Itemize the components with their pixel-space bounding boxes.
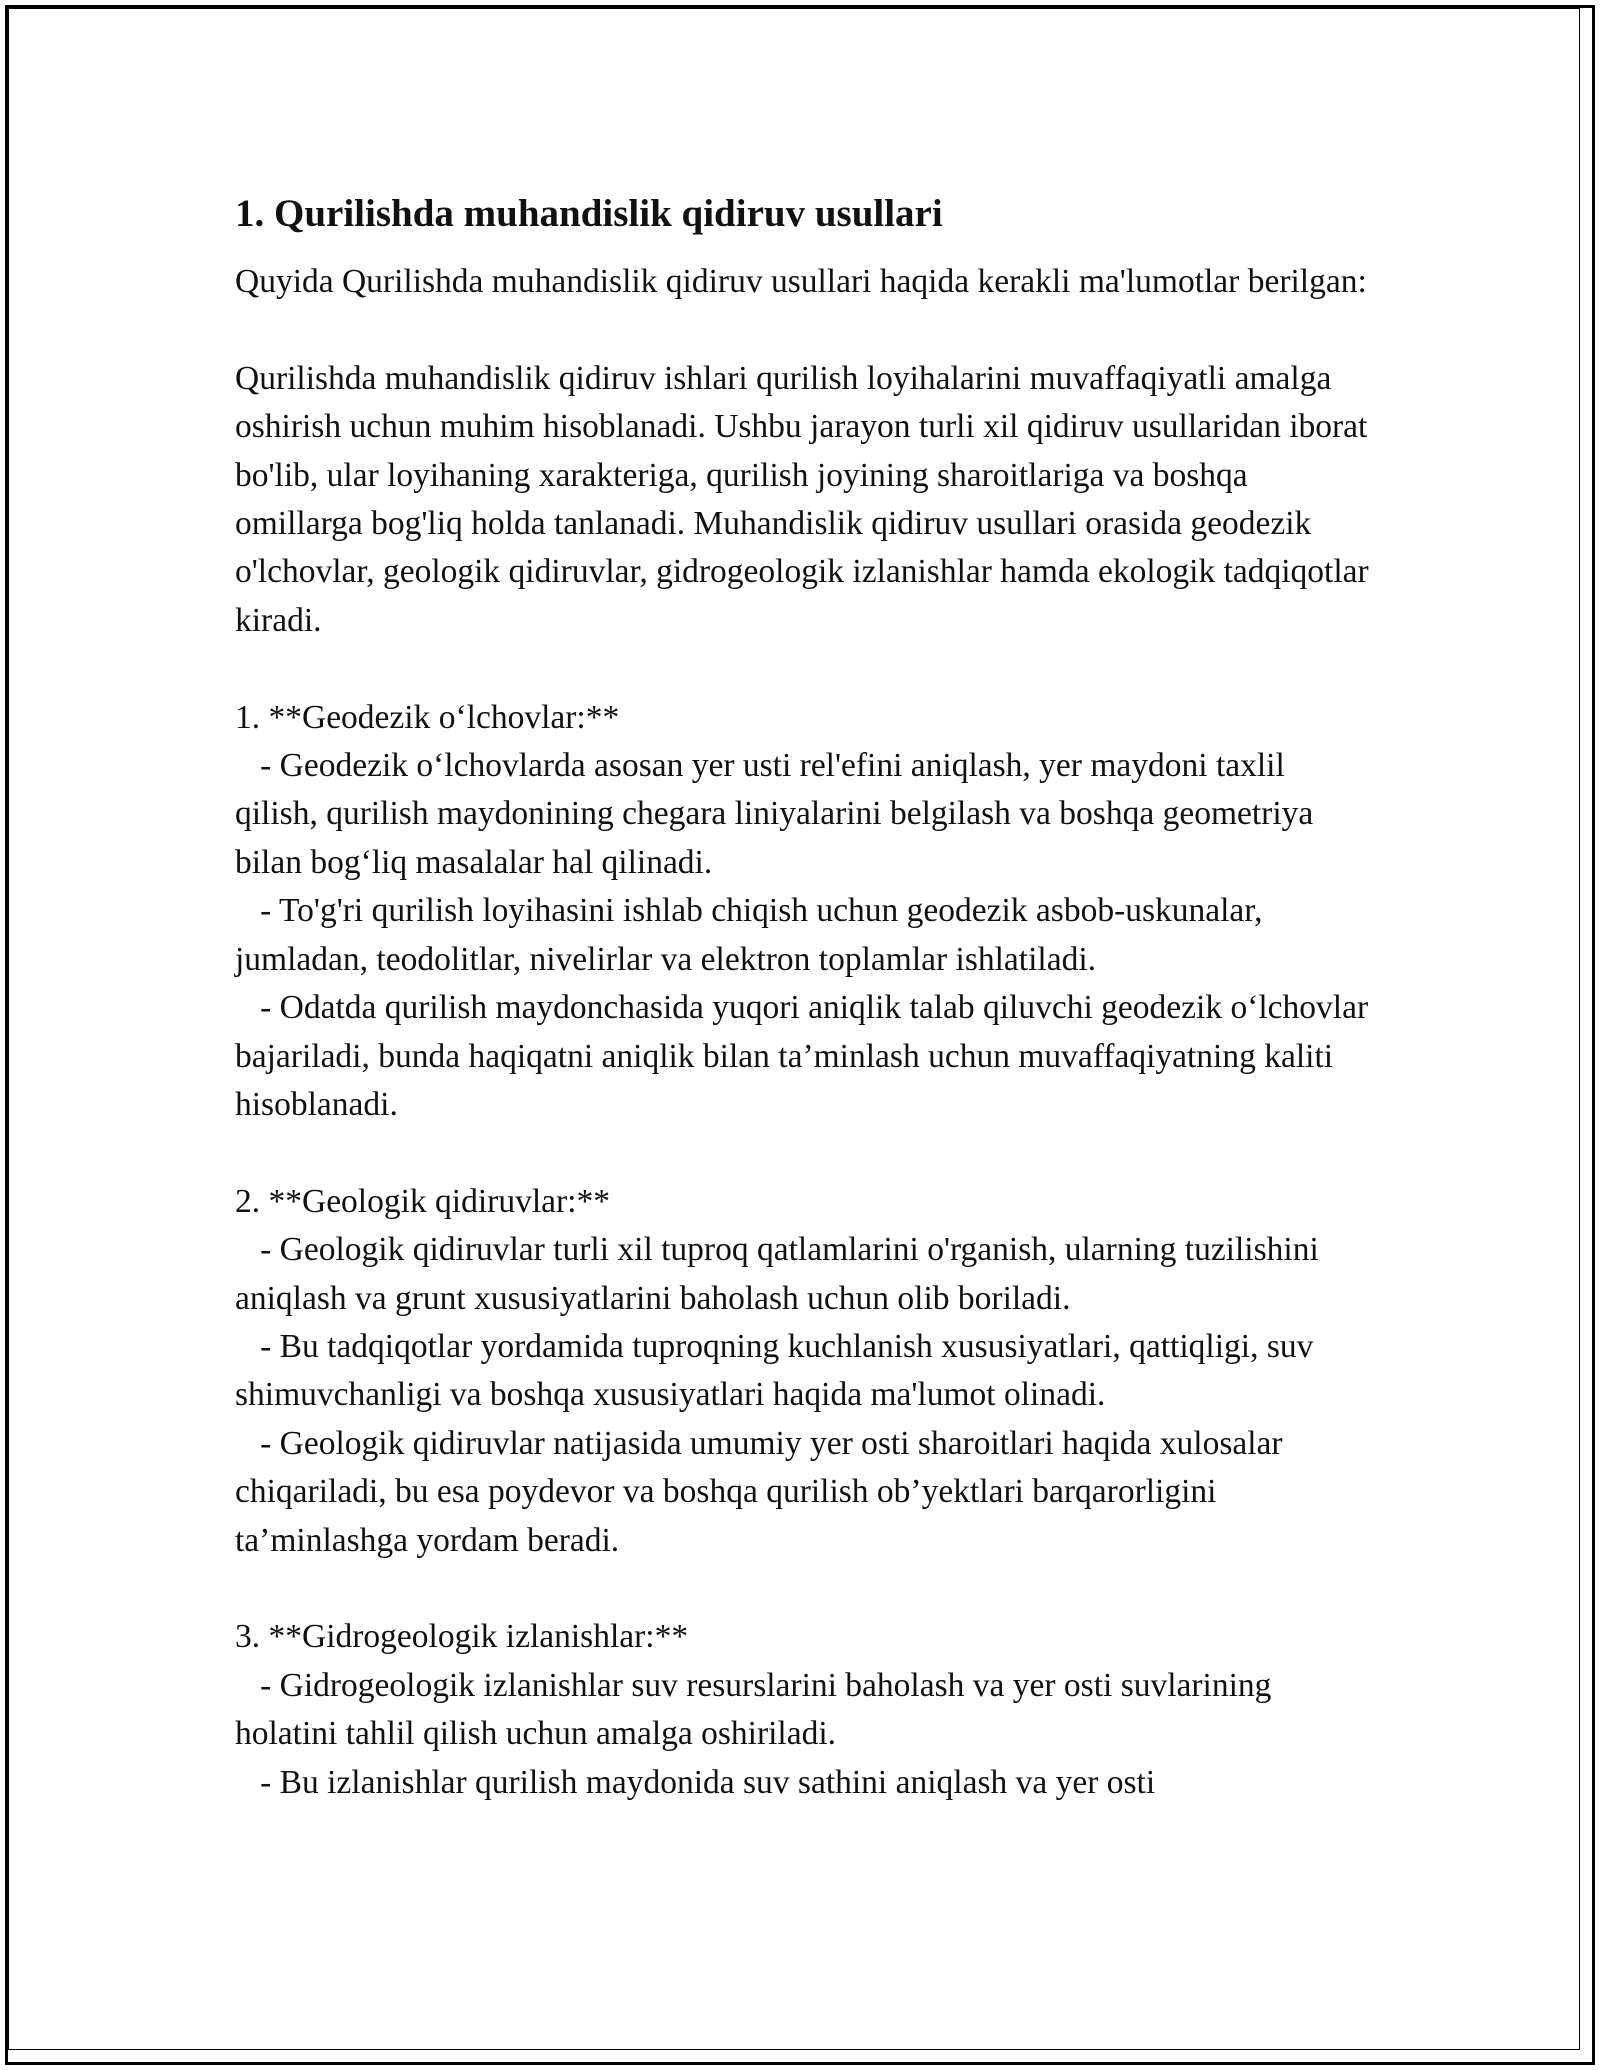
document-title: 1. Qurilishda muhandislik qidiruv usullari bbox=[235, 192, 943, 235]
document-body: Quyida Qurilishda muhandislik qidiruv usullari haqida kerakli ma'lumotlar berilgan: Qurilishda muhandislik qidiruv ishlari qurilish loyihalarini muvaffaqiyatli amalga oshirish uchun muhim hisoblanadi. Ushbu jarayon turli xil qidiruv usullaridan iborat bo'lib, ular loyihaning xarakteriga, qurilish joyining sharoitlariga va boshqa omillarga bog'liq holda tanlanadi. Muhandislik qidiruv usullari orasida geodezik o'lchovlar, geologik qidiruvlar, gidrogeologik izlanishlar hamda ekologik tadqiqotlar kiradi. 1. **Geodezik o‘lchovlar:** - Geodezik o‘lchovlarda asosan yer usti rel'efini aniqlash, yer maydoni taxlil qilish, qurilish maydonining chegara liniyalarini belgilash va boshqa geometriya bilan bog‘liq masalalar hal qilinadi. - To'g'ri qurilish loyihasini ishlab chiqish uchun geodezik asbob-uskunalar, jumladan, teodolitlar, nivelirlar va elektron toplamlar ishlatiladi. - Odatda qurilish maydonchasida yuqori aniqlik talab qiluvchi geodezik o‘lchovlar bajariladi, bunda haqiqatni aniqlik bilan ta’minlash uchun muvaffaqiyatning kaliti hisoblanadi. 2. **Geologik qidiruvlar:** - Geologik qidiruvlar turli xil tuproq qatlamlarini o'rganish, ularning tuzilishini aniqlash va grunt xususiyatlarini baholash uchun olib boriladi. - Bu tadqiqotlar yordamida tuproqning kuchlanish xususiyatlari, qattiqligi, suv shimuvchanligi va boshqa xususiyatlari haqida ma'lumot olinadi. - Geologik qidiruvlar natijasida umumiy yer osti sharoitlari haqida xulosalar chiqariladi, bu esa poydevor va boshqa qurilish ob’yektlari barqarorligini ta’minlashga yordam beradi. 3. **Gidrogeologik izlanishlar:** - Gidrogeologik izlanishlar suv resurslarini baholash va yer osti suvlarining holatini tahlil qilish uchun amalga oshiriladi. - Bu izlanishlar qurilish maydonida suv sathini aniqlash va yer osti bbox=[235, 263, 1369, 1801]
document-page bbox=[235, 188, 1370, 1807]
